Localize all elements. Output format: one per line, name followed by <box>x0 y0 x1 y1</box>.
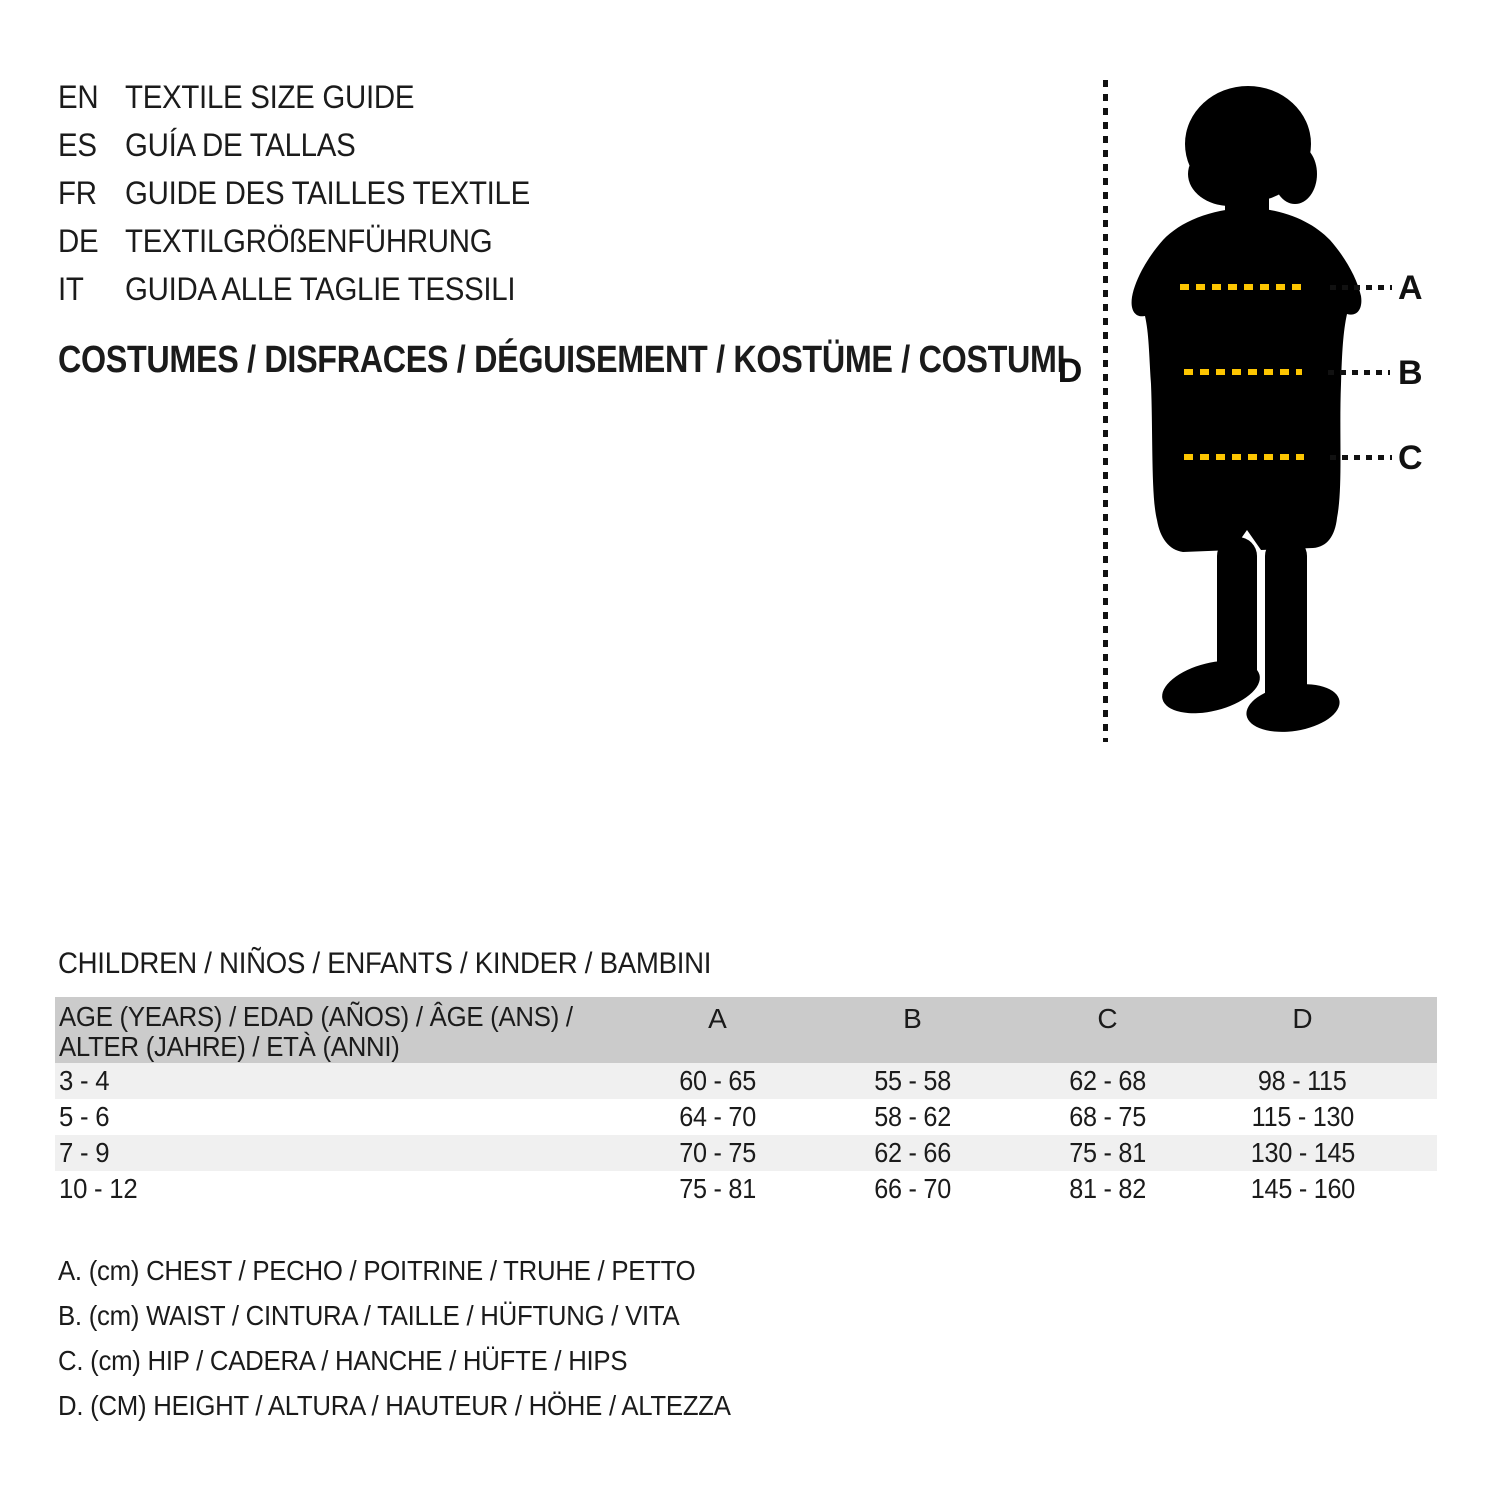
hip-measure-line <box>1184 454 1304 460</box>
waist-connector-line <box>1328 370 1390 375</box>
column-header-c: C <box>1097 1003 1118 1034</box>
table-row <box>55 1063 1437 1099</box>
language-row-es <box>58 121 565 169</box>
waist-cell: 66 - 70 <box>874 1173 951 1204</box>
waist-cell: 62 - 66 <box>874 1137 951 1168</box>
waist-cell: 58 - 62 <box>874 1101 951 1132</box>
measurement-legend <box>58 1248 789 1428</box>
waist-cell: 55 - 58 <box>874 1065 951 1096</box>
age-header-line1: AGE (YEARS) / EDAD (AÑOS) / ÂGE (ANS) / <box>59 1001 573 1032</box>
category-title: COSTUMES / DISFRACES / DÉGUISEMENT / KOSTÜME / COSTUMI <box>58 339 1066 381</box>
language-title: TEXTILE SIZE GUIDE <box>125 78 415 115</box>
language-row-de <box>58 217 565 265</box>
column-header-d: D <box>1292 1003 1313 1034</box>
language-code: EN <box>58 78 99 115</box>
legend-item-waist: B. (cm) WAIST / CINTURA / TAILLE / HÜFTUNG / VITA <box>58 1300 680 1331</box>
language-code: FR <box>58 174 97 211</box>
language-title: GUIDE DES TAILLES TEXTILE <box>125 174 530 211</box>
age-cell: 7 - 9 <box>59 1137 110 1168</box>
hip-cell: 68 - 75 <box>1069 1101 1146 1132</box>
chest-label: A <box>1398 269 1423 307</box>
hip-label: C <box>1398 439 1423 477</box>
chest-cell: 64 - 70 <box>679 1101 756 1132</box>
hip-cell: 75 - 81 <box>1069 1137 1146 1168</box>
hip-cell: 62 - 68 <box>1069 1065 1146 1096</box>
height-cell: 115 - 130 <box>1251 1101 1354 1132</box>
table-header-row <box>55 997 1437 1063</box>
chest-connector-line <box>1330 285 1392 290</box>
hip-cell: 81 - 82 <box>1069 1173 1146 1204</box>
age-cell: 5 - 6 <box>59 1101 110 1132</box>
size-table <box>55 997 1437 1207</box>
column-header-a: A <box>708 1003 727 1034</box>
language-title: GUÍA DE TALLAS <box>125 126 356 163</box>
language-code: DE <box>58 222 99 259</box>
language-code: ES <box>58 126 97 163</box>
child-silhouette <box>1125 82 1365 742</box>
age-column-header <box>55 997 620 1063</box>
age-cell: 10 - 12 <box>59 1173 138 1204</box>
children-section-title: CHILDREN / NIÑOS / ENFANTS / KINDER / BAMBINI <box>58 947 712 980</box>
age-header-line2: ALTER (JAHRE) / ETÀ (ANNI) <box>59 1031 400 1062</box>
legend-item-hip: C. (cm) HIP / CADERA / HANCHE / HÜFTE / HIPS <box>58 1345 628 1376</box>
table-row <box>55 1135 1437 1171</box>
language-title: GUIDA ALLE TAGLIE TESSILI <box>125 270 516 307</box>
waist-label: B <box>1398 354 1423 392</box>
language-code: IT <box>58 270 84 307</box>
age-cell: 3 - 4 <box>59 1065 110 1096</box>
language-row-fr <box>58 169 565 217</box>
chest-cell: 60 - 65 <box>679 1065 756 1096</box>
height-cell: 130 - 145 <box>1250 1137 1355 1168</box>
height-label: D <box>1057 352 1083 390</box>
language-title: TEXTILGRÖßENFÜHRUNG <box>125 222 493 259</box>
legend-item-height: D. (CM) HEIGHT / ALTURA / HAUTEUR / HÖHE / ALTEZZA <box>58 1390 731 1421</box>
chest-cell: 70 - 75 <box>679 1137 756 1168</box>
hip-connector-line <box>1330 455 1392 460</box>
table-row <box>55 1171 1437 1207</box>
language-row-en <box>58 73 565 121</box>
language-list <box>58 73 565 313</box>
chest-measure-line <box>1180 284 1306 290</box>
column-header-b: B <box>903 1003 922 1034</box>
legend-item-chest: A. (cm) CHEST / PECHO / POITRINE / TRUHE / PETTO <box>58 1255 696 1286</box>
waist-measure-line <box>1184 369 1302 375</box>
height-cell: 145 - 160 <box>1250 1173 1355 1204</box>
height-dotted-line <box>1103 80 1108 742</box>
height-cell: 98 - 115 <box>1258 1065 1347 1096</box>
table-row <box>55 1099 1437 1135</box>
chest-cell: 75 - 81 <box>679 1173 756 1204</box>
language-row-it <box>58 265 565 313</box>
